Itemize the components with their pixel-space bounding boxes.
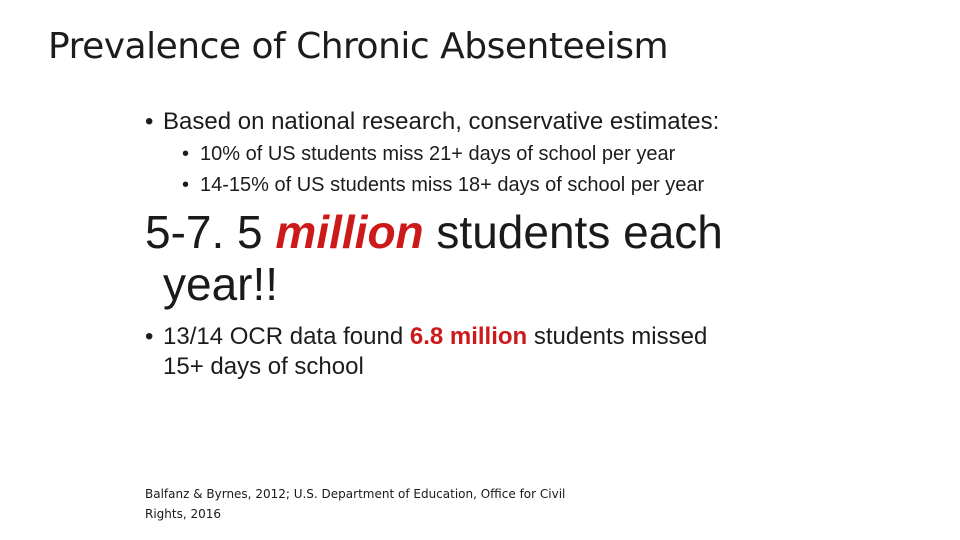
- sub-bullet-text: 14-15% of US students miss 18+ days of school per year: [200, 174, 705, 196]
- citation-line2: Rights, 2016: [145, 507, 222, 521]
- headline-prefix: 5-7. 5: [145, 206, 276, 258]
- citation: [145, 484, 605, 524]
- ocr-prefix: 13/14 OCR data found: [163, 323, 410, 350]
- headline-suffix: students each: [423, 206, 723, 258]
- ocr-bullet: [145, 322, 845, 382]
- headline-line2: year!!: [163, 258, 279, 310]
- sub-bullet-2: [182, 174, 704, 197]
- headline: [145, 206, 785, 310]
- bullet-icon: •: [182, 174, 190, 196]
- ocr-suffix: students missed: [527, 323, 708, 350]
- ocr-emphasis: 6.8 million: [409, 323, 528, 350]
- ocr-line2: 15+ days of school: [163, 353, 364, 380]
- bullet-icon: •: [145, 323, 154, 350]
- slide-title: Prevalence of Chronic Absenteeism: [48, 26, 669, 67]
- headline-emphasis: million: [275, 206, 424, 258]
- bullet-icon: •: [145, 108, 154, 135]
- sub-bullet-1: [182, 143, 675, 166]
- citation-line1: Balfanz & Byrnes, 2012; U.S. Department of Education, Office for Civil: [145, 487, 566, 501]
- intro-text: Based on national research, conservative estimates:: [163, 108, 720, 135]
- bullet-icon: •: [182, 143, 190, 165]
- intro-bullet: [145, 108, 719, 136]
- sub-bullet-text: 10% of US students miss 21+ days of school per year: [200, 143, 676, 165]
